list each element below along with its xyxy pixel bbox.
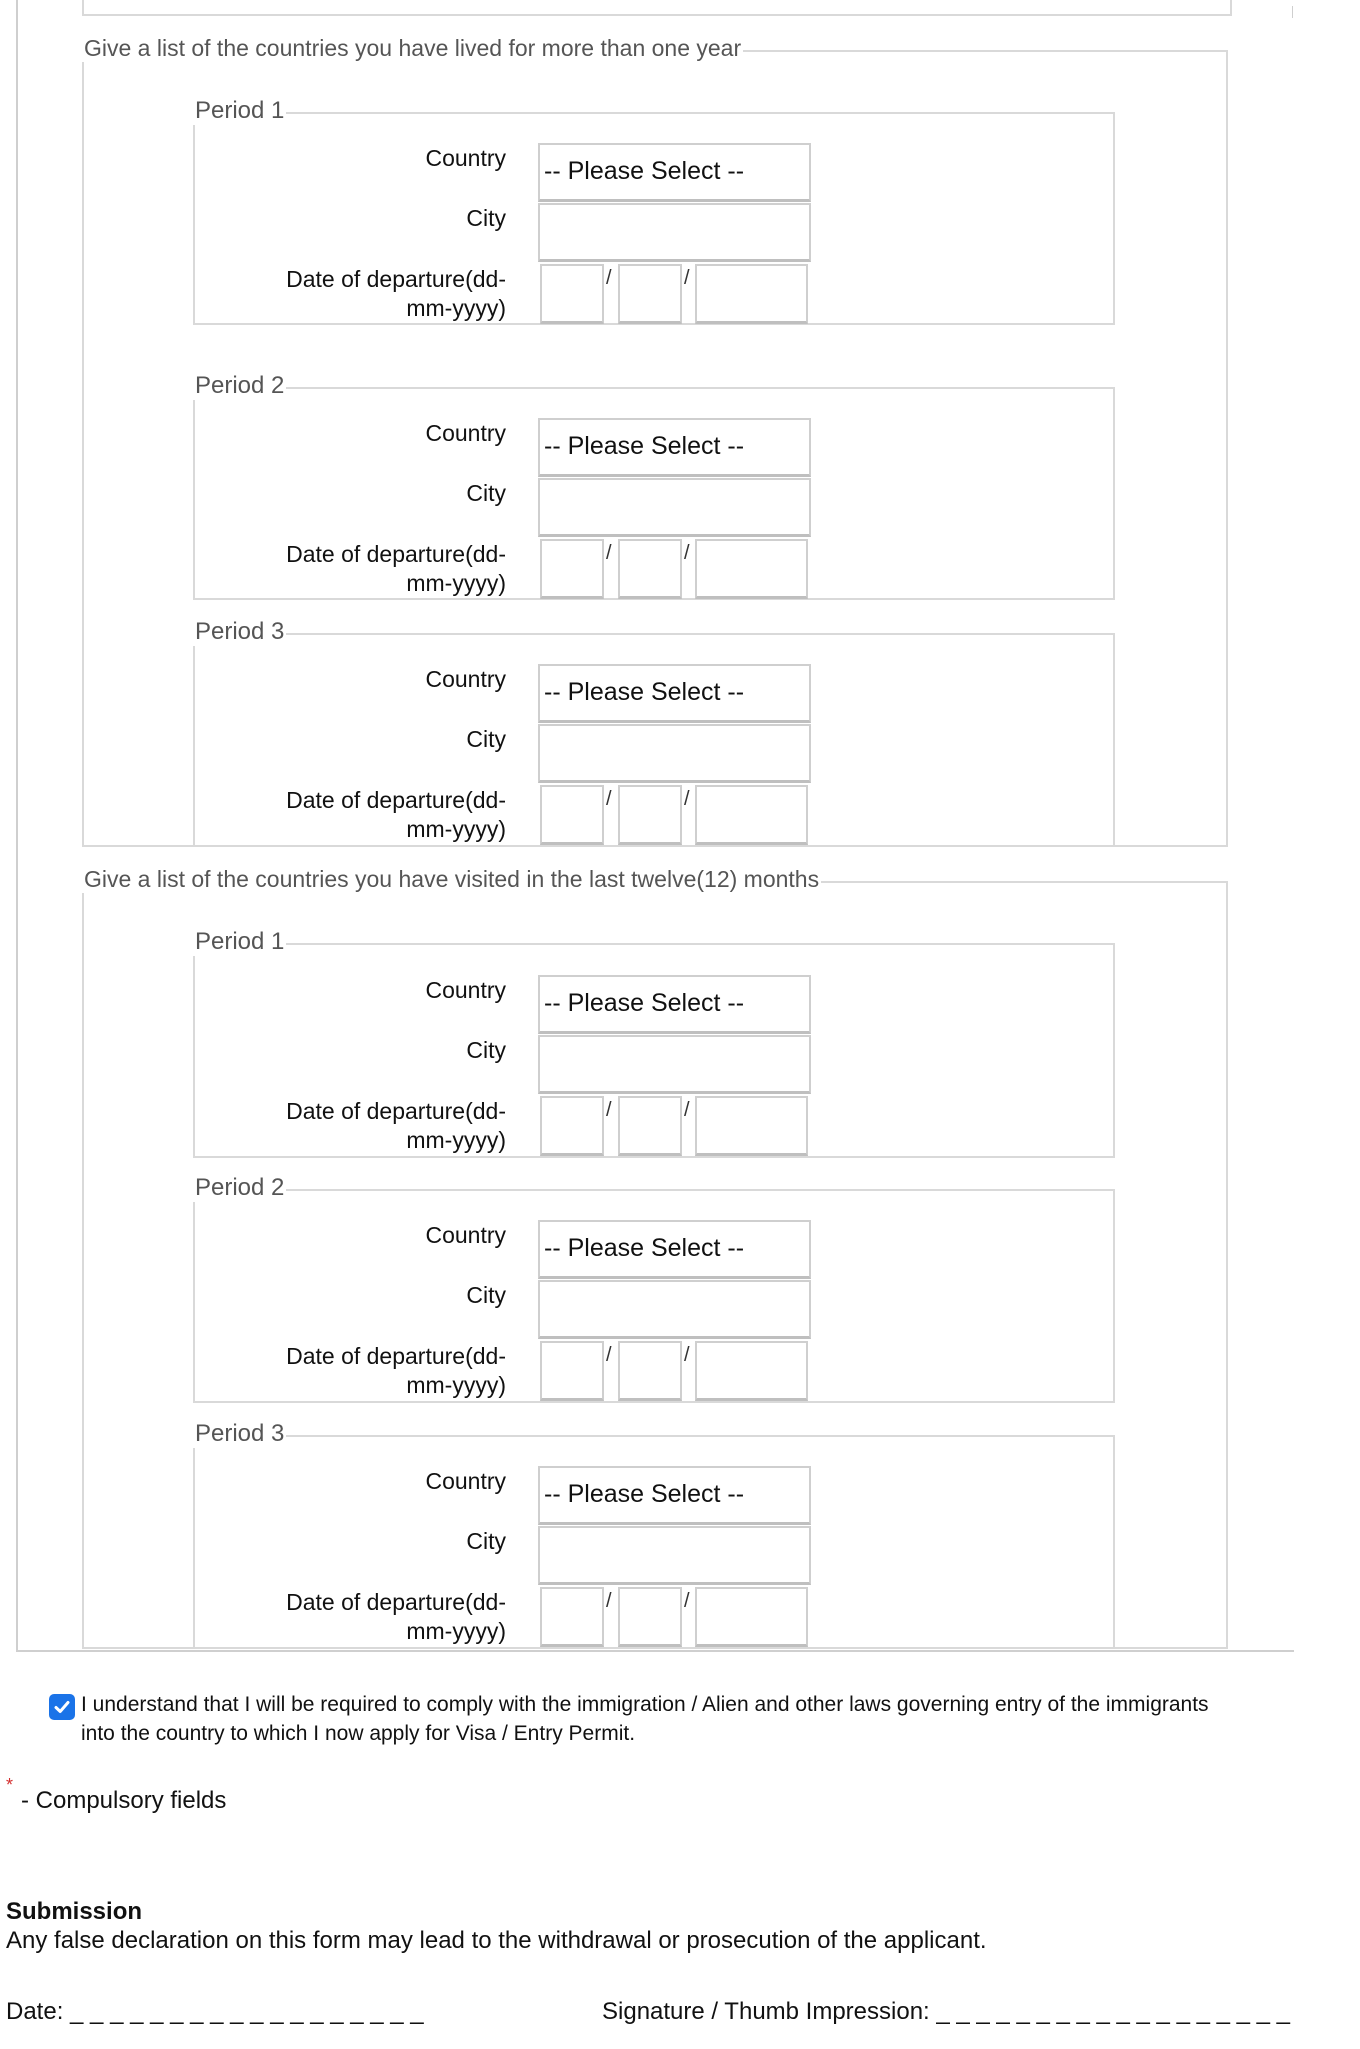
date-separator: / (684, 788, 690, 810)
lived-period-3-legend: Period 3 (195, 618, 285, 645)
country-label: Country (425, 1468, 506, 1494)
visited-period-3-country-select[interactable]: -- Please Select -- (538, 1466, 811, 1525)
country-label: Country (425, 1222, 506, 1248)
lived-period-1-legend: Period 1 (195, 97, 285, 124)
declaration-line-1: I understand that I will be required to comply with the immigration / Alien and other laws governing entry of the immigrants (81, 1693, 1209, 1716)
previous-fieldset-edge (82, 0, 1232, 16)
visited-period-2-city-input[interactable] (538, 1280, 811, 1339)
signature-thumb-line: Signature / Thumb Impression: _ _ _ _ _ _ _ _ _ _ _ _ _ _ _ _ _ _ (602, 1998, 1290, 2025)
date-label-line2: mm-yyyy) (406, 1127, 506, 1153)
lived-period-2-month-input[interactable] (618, 539, 682, 599)
lived-period-1-day-input[interactable] (540, 264, 604, 324)
visited-period-2-month-input[interactable] (618, 1341, 682, 1401)
city-label: City (466, 1528, 506, 1554)
country-label: Country (425, 420, 506, 446)
visited-period-3-year-input[interactable] (695, 1587, 808, 1647)
visited-period-1-year-input[interactable] (695, 1096, 808, 1156)
visited-period-1-month-input[interactable] (618, 1096, 682, 1156)
date-separator: / (606, 1099, 612, 1121)
date-separator: / (606, 1590, 612, 1612)
country-label: Country (425, 977, 506, 1003)
lived-period-1-month-input[interactable] (618, 264, 682, 324)
declaration-text (81, 1690, 1351, 1748)
lived-period-2-year-input[interactable] (695, 539, 808, 599)
city-label: City (466, 1282, 506, 1308)
date-separator: / (684, 1344, 690, 1366)
visited-period-2-day-input[interactable] (540, 1341, 604, 1401)
city-label: City (466, 1037, 506, 1063)
section-visited-legend: Give a list of the countries you have visited in the last twelve(12) months (84, 866, 820, 892)
date-label-line1: Date of departure(dd- (286, 787, 506, 813)
submission-title: Submission (6, 1898, 143, 1925)
visited-period-3-city-input[interactable] (538, 1526, 811, 1585)
visited-period-3-day-input[interactable] (540, 1587, 604, 1647)
date-separator: / (606, 542, 612, 564)
lived-period-3-day-input[interactable] (540, 785, 604, 845)
date-label-line2: mm-yyyy) (406, 1618, 506, 1644)
declaration-line-2: into the country to which I now apply for Visa / Entry Permit. (81, 1722, 636, 1745)
visited-period-3-month-input[interactable] (618, 1587, 682, 1647)
visited-period-1-city-input[interactable] (538, 1035, 811, 1094)
date-label-line2: mm-yyyy) (406, 816, 506, 842)
date-separator: / (684, 542, 690, 564)
date-label-line1: Date of departure(dd- (286, 1589, 506, 1615)
date-label-line1: Date of departure(dd- (286, 266, 506, 292)
visited-period-1-country-select[interactable]: -- Please Select -- (538, 975, 811, 1034)
visited-period-2-year-input[interactable] (695, 1341, 808, 1401)
visited-period-2-country-select[interactable]: -- Please Select -- (538, 1220, 811, 1279)
date-label-line1: Date of departure(dd- (286, 541, 506, 567)
visited-period-1-legend: Period 1 (195, 928, 285, 955)
date-label-line2: mm-yyyy) (406, 570, 506, 596)
lived-period-3-country-select[interactable]: -- Please Select -- (538, 664, 811, 723)
checkmark-icon (52, 1697, 72, 1717)
lived-period-2-day-input[interactable] (540, 539, 604, 599)
compulsory-fields-note: - Compulsory fields (21, 1787, 227, 1814)
date-separator: / (684, 1099, 690, 1121)
city-label: City (466, 205, 506, 231)
date-separator: / (684, 1590, 690, 1612)
city-label: City (466, 480, 506, 506)
visited-period-3-legend: Period 3 (195, 1420, 285, 1447)
visited-period-2-legend: Period 2 (195, 1174, 285, 1201)
city-label: City (466, 726, 506, 752)
lived-period-1-city-input[interactable] (538, 203, 811, 262)
section-lived-legend: Give a list of the countries you have lived for more than one year (84, 35, 742, 61)
lived-period-3-city-input[interactable] (538, 724, 811, 783)
lived-period-1-country-select[interactable]: -- Please Select -- (538, 143, 811, 202)
outer-frame-tick (1292, 6, 1293, 18)
date-label-line1: Date of departure(dd- (286, 1343, 506, 1369)
date-label-line2: mm-yyyy) (406, 1372, 506, 1398)
lived-period-2-country-select[interactable]: -- Please Select -- (538, 418, 811, 477)
date-separator: / (606, 267, 612, 289)
declaration-checkbox[interactable] (49, 1694, 75, 1720)
date-label-line2: mm-yyyy) (406, 295, 506, 321)
country-label: Country (425, 666, 506, 692)
lived-period-1-year-input[interactable] (695, 264, 808, 324)
required-marker: * (6, 1775, 14, 1795)
country-label: Country (425, 145, 506, 171)
date-label-line1: Date of departure(dd- (286, 1098, 506, 1124)
date-signature-line: Date: _ _ _ _ _ _ _ _ _ _ _ _ _ _ _ _ _ _ (6, 1998, 424, 2025)
lived-period-2-city-input[interactable] (538, 478, 811, 537)
submission-warning: Any false declaration on this form may lead to the withdrawal or prosecution of the applicant. (6, 1927, 987, 1954)
date-separator: / (606, 788, 612, 810)
lived-period-2-legend: Period 2 (195, 372, 285, 399)
date-separator: / (684, 267, 690, 289)
lived-period-3-month-input[interactable] (618, 785, 682, 845)
lived-period-3-year-input[interactable] (695, 785, 808, 845)
visited-period-1-day-input[interactable] (540, 1096, 604, 1156)
date-separator: / (606, 1344, 612, 1366)
